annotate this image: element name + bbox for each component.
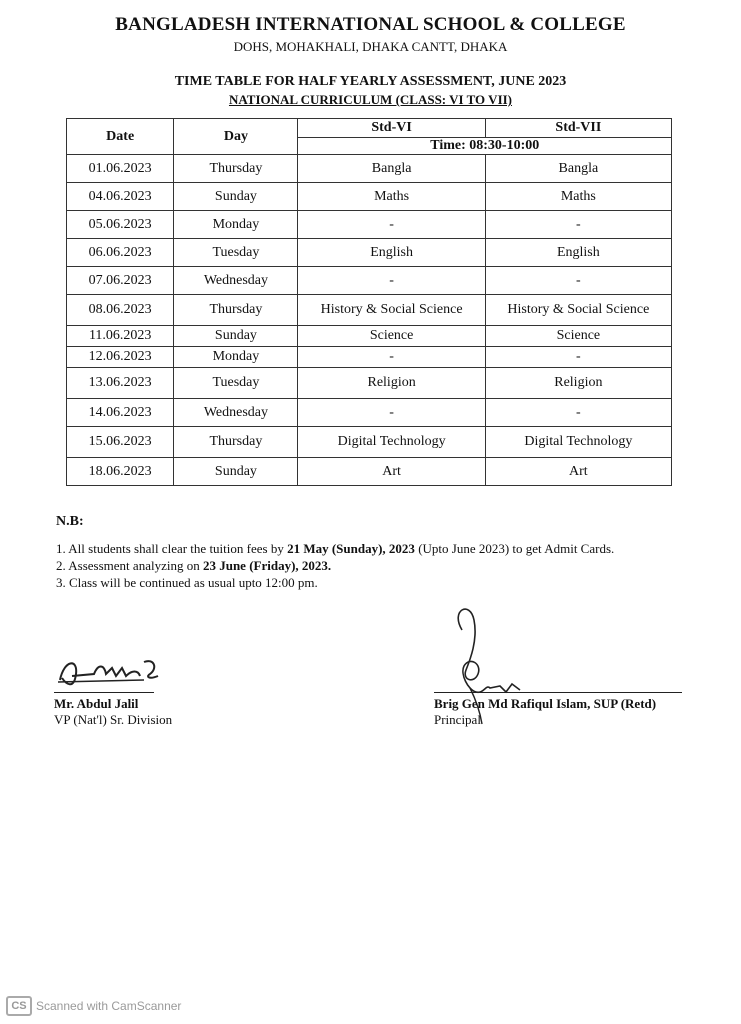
cell-std6: Maths: [298, 183, 485, 211]
table-row: [67, 183, 672, 211]
cell-day: Tuesday: [174, 368, 298, 399]
table-row: [67, 267, 672, 295]
table-row: [67, 155, 672, 183]
cell-day: Monday: [174, 211, 298, 239]
note-emphasis: 21 May (Sunday), 2023: [287, 541, 415, 556]
school-name: BANGLADESH INTERNATIONAL SCHOOL & COLLEGE: [115, 14, 626, 35]
cell-std6: Religion: [298, 368, 485, 399]
curriculum-heading: NATIONAL CURRICULUM (CLASS: VI TO VII): [228, 92, 513, 107]
principal-signature-line: [434, 692, 682, 693]
cell-date: 12.06.2023: [67, 347, 174, 368]
cell-date: 14.06.2023: [67, 399, 174, 427]
note-text: (Upto June 2023) to get Admit Cards.: [414, 541, 615, 556]
table-row: [67, 295, 672, 326]
header-std6: Std-VI: [298, 119, 485, 138]
cell-std7: -: [485, 267, 671, 295]
table-row: [67, 239, 672, 267]
principal-name: Brig Gen Md Rafiqul Islam, SUP (Retd): [434, 696, 657, 711]
cell-std7: Science: [485, 326, 671, 347]
header-date: Date: [67, 119, 174, 155]
cell-std6: -: [298, 267, 485, 295]
note-item: [56, 557, 656, 574]
cell-std7: History & Social Science: [485, 295, 671, 326]
header-time: Time: 08:30-10:00: [298, 138, 672, 155]
cell-std6: History & Social Science: [298, 295, 485, 326]
table-row: [67, 347, 672, 368]
cell-day: Monday: [174, 347, 298, 368]
cell-std7: Art: [485, 458, 671, 486]
note-item: [56, 540, 656, 557]
cell-date: 08.06.2023: [67, 295, 174, 326]
cell-std6: -: [298, 347, 485, 368]
note-emphasis: 23 June (Friday), 2023.: [202, 558, 332, 573]
cell-std6: English: [298, 239, 485, 267]
cell-date: 01.06.2023: [67, 155, 174, 183]
note-text: 3. Class will be continued as usual upto 12:00 pm.: [56, 575, 318, 590]
cell-date: 07.06.2023: [67, 267, 174, 295]
cell-day: Wednesday: [174, 399, 298, 427]
table-row: [67, 368, 672, 399]
cell-day: Sunday: [174, 458, 298, 486]
table-row: [67, 326, 672, 347]
vp-name: Mr. Abdul Jalil: [54, 696, 139, 711]
exam-title: TIME TABLE FOR HALF YEARLY ASSESSMENT, JUNE 2023: [174, 74, 567, 89]
cell-date: 04.06.2023: [67, 183, 174, 211]
watermark-text: Scanned with CamScanner: [36, 999, 182, 1013]
cell-date: 06.06.2023: [67, 239, 174, 267]
cell-std7: Religion: [485, 368, 671, 399]
camscanner-logo: CS: [6, 996, 32, 1016]
table-row: [67, 458, 672, 486]
cell-std6: Digital Technology: [298, 427, 485, 458]
cell-date: 18.06.2023: [67, 458, 174, 486]
vp-signature: [54, 650, 164, 690]
school-address: DOHS, MOHAKHALI, DHAKA CANTT, DHAKA: [233, 39, 508, 54]
cell-std6: Art: [298, 458, 485, 486]
cell-day: Thursday: [174, 295, 298, 326]
note-text: 2. Assessment analyzing on: [56, 558, 203, 573]
cell-std6: -: [298, 399, 485, 427]
cell-std7: -: [485, 399, 671, 427]
vp-signature-line: [54, 692, 154, 693]
cell-day: Thursday: [174, 427, 298, 458]
cell-std7: English: [485, 239, 671, 267]
principal-title: Principal: [434, 712, 481, 727]
cell-day: Sunday: [174, 326, 298, 347]
cell-date: 13.06.2023: [67, 368, 174, 399]
table-row: [67, 211, 672, 239]
cell-std7: Digital Technology: [485, 427, 671, 458]
header-std7: Std-VII: [485, 119, 671, 138]
vp-title: VP (Nat'l) Sr. Division: [54, 712, 173, 727]
cell-std7: -: [485, 211, 671, 239]
notes-heading: N.B:: [56, 514, 84, 529]
note-item: [56, 574, 656, 591]
cell-date: 05.06.2023: [67, 211, 174, 239]
cell-std7: Bangla: [485, 155, 671, 183]
table-row: [67, 427, 672, 458]
header-day: Day: [174, 119, 298, 155]
cell-day: Sunday: [174, 183, 298, 211]
cell-std6: -: [298, 211, 485, 239]
cell-date: 15.06.2023: [67, 427, 174, 458]
cell-day: Thursday: [174, 155, 298, 183]
cell-std6: Science: [298, 326, 485, 347]
cell-day: Tuesday: [174, 239, 298, 267]
note-text: 1. All students shall clear the tuition fees by: [56, 541, 288, 556]
cell-std7: Maths: [485, 183, 671, 211]
table-row: [67, 399, 672, 427]
cell-std7: -: [485, 347, 671, 368]
cell-date: 11.06.2023: [67, 326, 174, 347]
camscanner-watermark: [6, 996, 181, 1016]
timetable: [66, 118, 672, 486]
cell-day: Wednesday: [174, 267, 298, 295]
cell-std6: Bangla: [298, 155, 485, 183]
notes-list: [56, 540, 656, 591]
